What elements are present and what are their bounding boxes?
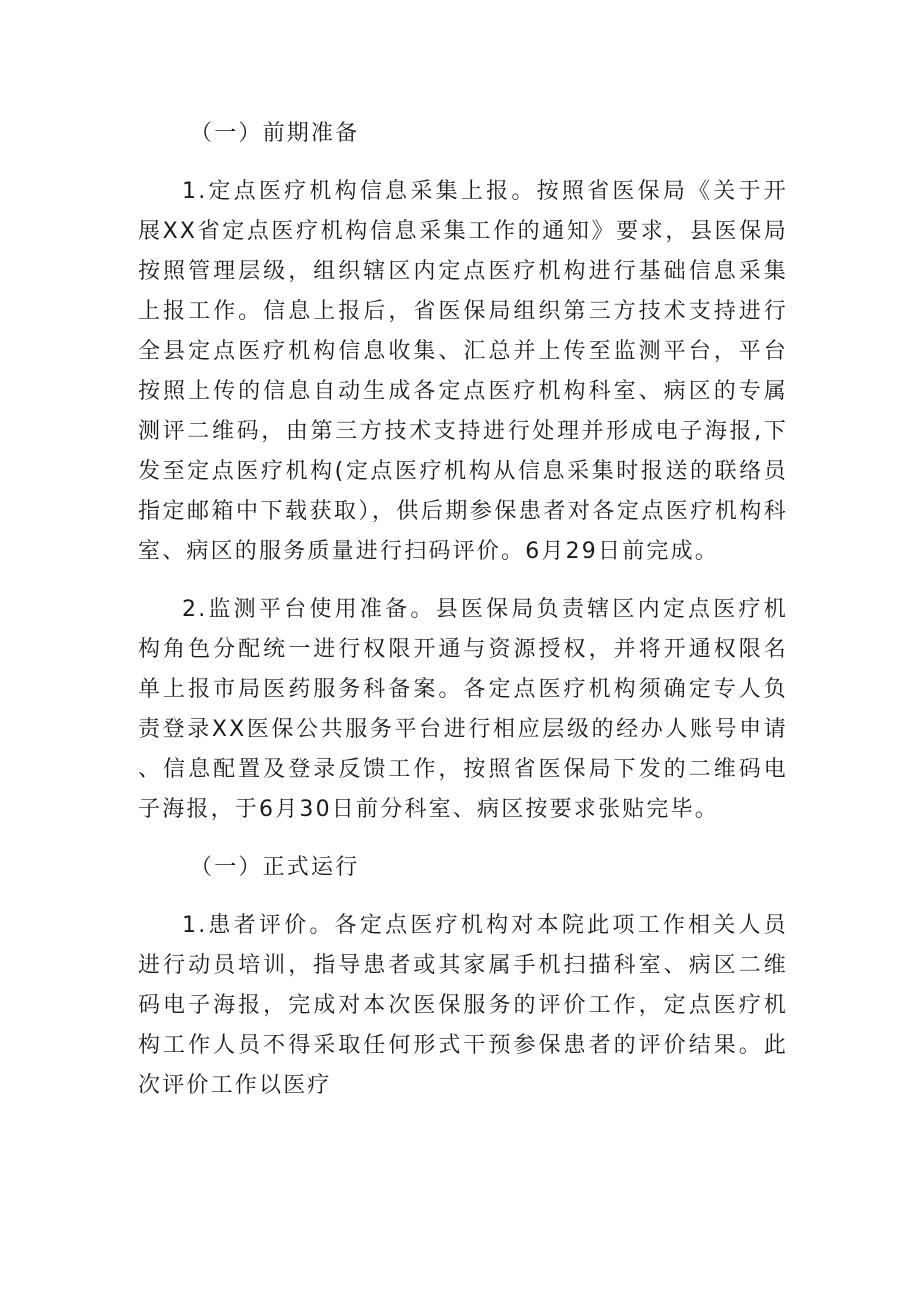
section-heading-operation: （一）正式运行 xyxy=(190,855,360,880)
paragraph-platform-preparation: 2.监测平台使用准备。县医保局负责辖区内定点医疗机构角色分配统一进行权限开通与资源授权，并将开通权限名单上报市局医药服务科备案。各定点医疗机构须确定专人负责登录XX医保公共服务平台进行相应层级的经办人账号申请、信息配置及登录反馈工作，按照省医保局下发的二维码电子海报，于6月30日前分科室、病区按要求张贴完毕。 xyxy=(138,597,788,822)
spacer xyxy=(138,154,788,172)
spacer xyxy=(138,572,788,590)
section-heading-preparation: （一）前期准备 xyxy=(190,121,360,146)
document-body xyxy=(138,114,788,1106)
spacer xyxy=(138,888,788,906)
paragraph-info-collection: 1.定点医疗机构信息采集上报。按照省医保局《关于开展XX省定点医疗机构信息采集工作的通知》要求，县医保局按照管理层级，组织辖区内定点医疗机构进行基础信息采集上报工作。信息上报后，省医保局组织第三方技术支持进行全县定点医疗机构信息收集、汇总并上传至监测平台，平台按照上传的信息自动生成各定点医疗机构科室、病区的专属测评二维码，由第三方技术支持进行处理并形成电子海报,下发至定点医疗机构(定点医疗机构从信息采集时报送的联络员指定邮箱中下载获取），供后期参保患者对各定点医疗机构科室、病区的服务质量进行扫码评价。6月29日前完成。 xyxy=(138,179,788,564)
paragraph-patient-evaluation: 1.患者评价。各定点医疗机构对本院此项工作相关人员进行动员培训，指导患者或其家属手机扫描科室、病区二维码电子海报，完成对本次医保服务的评价工作，定点医疗机构工作人员不得采取任何形式干预参保患者的评价结果。此次评价工作以医疗 xyxy=(138,913,788,1098)
spacer xyxy=(138,830,788,848)
